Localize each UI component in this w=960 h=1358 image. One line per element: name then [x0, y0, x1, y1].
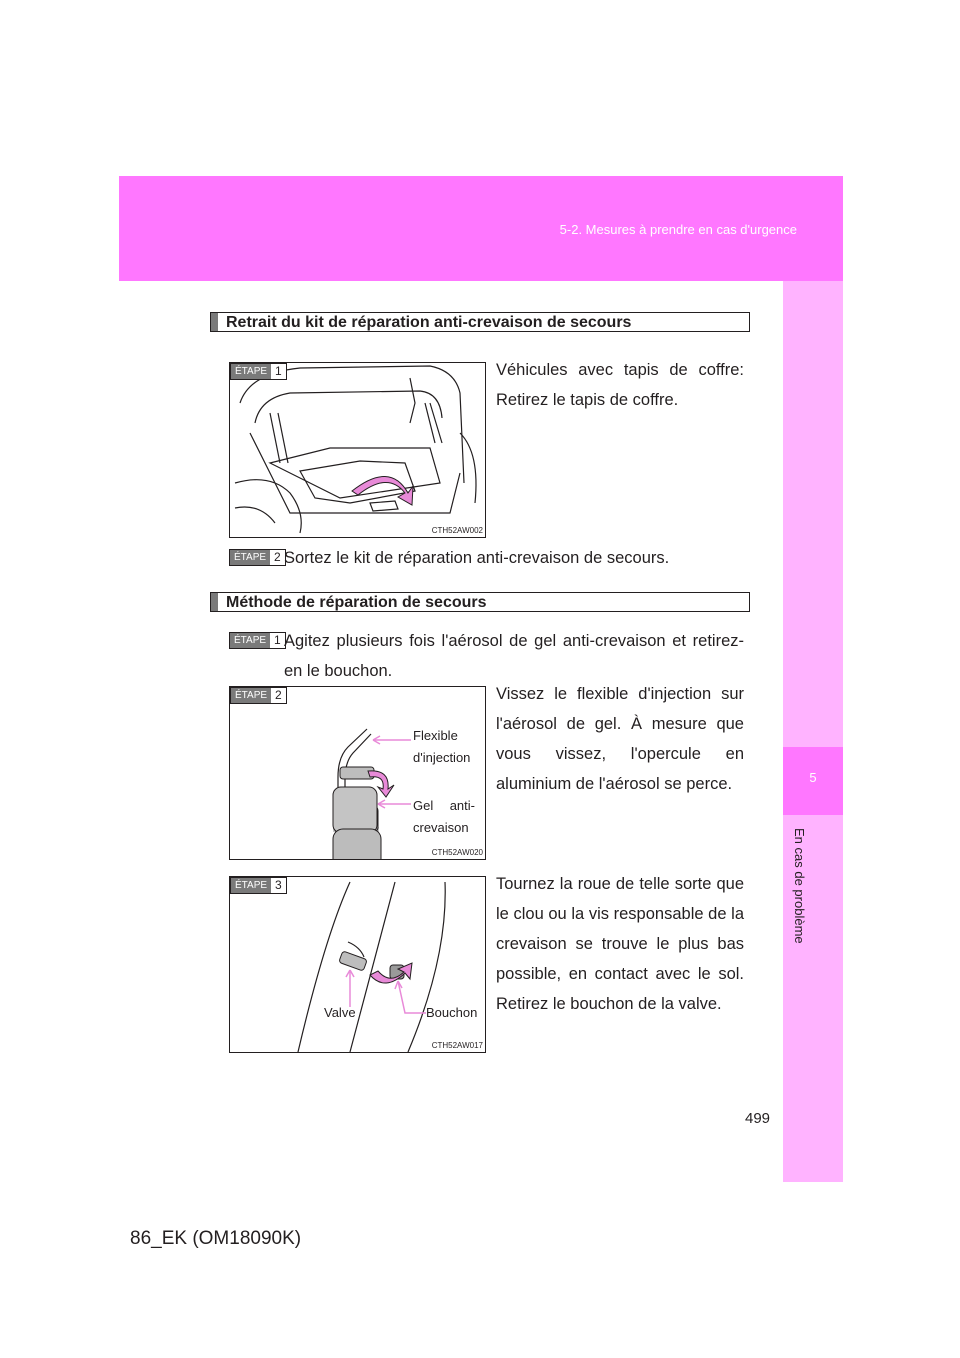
step-text-screw-hose: Vissez le flexible d'injection sur l'aérosol de gel. À mesure que vous vissez, l'opercule en aluminium de l'aérosol se perce. — [496, 685, 744, 793]
section-heading-repair — [210, 592, 750, 612]
step-badge: ÉTAPE 2 — [229, 549, 286, 566]
header-section-title: 5-2. Mesures à prendre en cas d'urgence — [559, 222, 797, 237]
figure-code: CTH52AW020 — [431, 848, 483, 857]
step-text-trunk-mat: Véhicules avec tapis de coffre: Retirez le tapis de coffre. — [496, 361, 744, 409]
tire-valve-drawing — [230, 877, 486, 1053]
trunk-drawing — [230, 363, 486, 538]
sealant-bottle-illustration — [229, 686, 486, 860]
section-heading-removal — [210, 312, 750, 332]
section-heading-text: Méthode de réparation de secours — [226, 594, 487, 611]
section-heading-text: Retrait du kit de réparation anti-crevaison de secours — [226, 314, 632, 331]
chapter-title: En cas de problème — [792, 828, 807, 944]
step-badge: ÉTAPE 3 — [230, 877, 287, 894]
step-text-remove-kit: Sortez le kit de réparation anti-crevaison de secours. — [284, 549, 670, 567]
step-badge: ÉTAPE 1 — [229, 632, 286, 649]
figure-code: CTH52AW002 — [431, 526, 483, 535]
callout-cap: Bouchon — [426, 1005, 478, 1020]
callout-valve: Valve — [324, 1005, 356, 1020]
callout-injection-hose: Flexible d'injection — [413, 728, 471, 765]
side-tab — [783, 281, 843, 1182]
trunk-illustration — [229, 362, 486, 538]
step-text-shake-bottle: Agitez plusieurs fois l'aérosol de gel anti-crevaison et retirez-en le bouchon. — [284, 632, 744, 680]
step-badge: ÉTAPE 1 — [230, 363, 287, 380]
chapter-number: 5 — [809, 770, 817, 785]
figure-code: CTH52AW017 — [431, 1041, 483, 1050]
page-number: 499 — [745, 1110, 771, 1127]
step-text-turn-wheel: Tournez la roue de telle sorte que le clou ou la vis responsable de la crevaison se trouve le plus bas possible, en contact avec le sol. Retirez le bouchon de la valve. — [496, 875, 744, 1013]
callout-sealant: Gel anti-crevaison — [413, 798, 475, 835]
section-heading-marker — [211, 593, 218, 611]
footer-model-code: 86_EK (OM18090K) — [130, 1228, 302, 1249]
section-heading-marker — [211, 313, 218, 331]
step-badge: ÉTAPE 2 — [230, 687, 287, 704]
tire-valve-illustration — [229, 876, 486, 1053]
